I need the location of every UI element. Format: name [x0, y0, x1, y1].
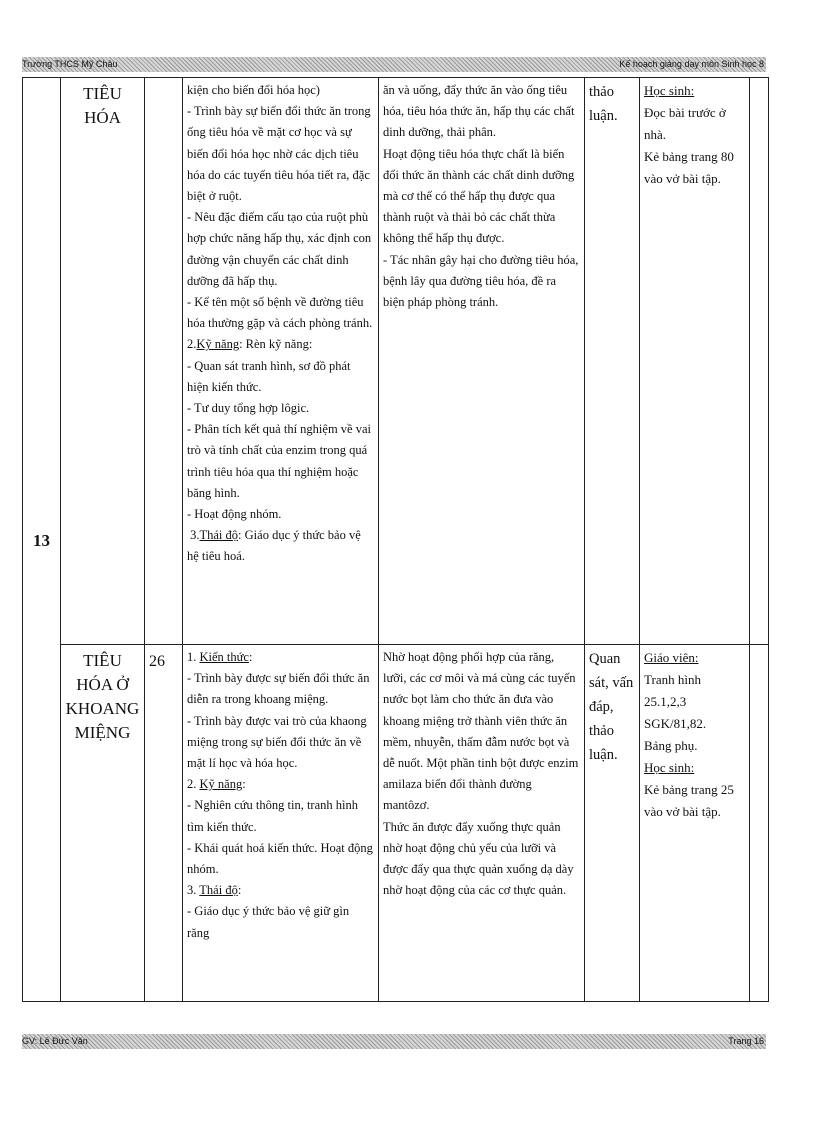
skills-heading: 2.Kỹ năng: Rèn kỹ năng: [187, 337, 313, 352]
lesson-plan-table [22, 77, 769, 1002]
preparation-cell: Giáo viên: Tranh hình 25.1,2,3 SGK/81,82. Bảng phụ. Học sinh: Kẻ bảng trang 25 vào vở bài tập. [640, 645, 750, 1002]
method-cell: thảo luận. [585, 78, 640, 645]
week-number: 13 [23, 78, 61, 1002]
method-cell: Quan sát, vấn đáp, thảo luận. [585, 645, 640, 1002]
objectives-cell: kiện cho biến đổi hóa học) - Trình bày sự biến đổi thức ăn trong ống tiêu hóa về mặt cơ học và sự biến đổi hóa học nhờ các dịch tiêu hóa do các tuyến tiêu hóa tiết ra, đặc biệt ở ruột. - Nêu đặc điểm cấu tạo của ruột phù hợp chức năng hấp thụ, xác định con đường vận chuyển các chất dinh dưỡng đã hấp thụ. - Kể tên một số bệnh về đường tiêu hóa thường gặp và cách phòng tránh. 2.Kỹ năng: Rèn kỹ năng: - Quan sát tranh hình, sơ đồ phát hiện kiến thức. - Tư duy tổng hợp lôgic. - Phân tích kết quả thí nghiệm về vai trò và tính chất của enzim trong quá trình tiêu hóa qua thí nghiệm hoặc băng hình. - Hoạt động nhóm. 3.Thái độ: Giáo dục ý thức bảo vệ hệ tiêu hoá. [183, 78, 379, 645]
page-footer [22, 1034, 766, 1049]
skills-heading: 2. Kỹ năng: [187, 777, 246, 792]
lesson-number: 26 [145, 645, 183, 1002]
lesson-title: TIÊU HÓA Ở KHOANG MIỆNG [61, 645, 145, 1002]
knowledge-heading: 1. Kiến thức: [187, 650, 253, 664]
page-header [22, 57, 766, 72]
school-name: Trường THCS Mỹ Châu [22, 59, 118, 69]
preparation-cell: Học sinh: Đọc bài trước ở nhà. Kẻ bảng trang 80 vào vở bài tập. [640, 78, 750, 645]
attitude-heading: 3. Thái độ: [187, 883, 242, 898]
content-cell: ăn và uống, đẩy thức ăn vào ống tiêu hóa, tiêu hóa thức ăn, hấp thụ các chất dinh dưỡng, thải phân. Hoạt động tiêu hóa thực chất là biến đổi thức ăn thành các chất dinh dưỡng mà cơ thể có thể hấp thụ được qua thành ruột và thải bỏ các chất thừa không thể hấp thụ được. - Tác nhân gây hại cho đường tiêu hóa, bệnh lây qua đường tiêu hóa, đề ra biện pháp phòng tránh. [379, 78, 585, 645]
objectives-cell: 1. Kiến thức: - Trình bày được sự biến đổi thức ăn diễn ra trong khoang miệng. - Trình bày được vai trò của khaong miệng trong sự biến đổi thức ăn về mặt lí học và hóa học. 2. Kỹ năng: - Nghiên cứu thông tin, tranh hình tìm kiến thức. - Khái quát hoá kiến thức. Hoạt động nhóm. 3. Thái độ: - Giáo dục ý thức bảo vệ giữ gìn răng [183, 645, 379, 1002]
table-row [23, 645, 769, 1002]
lesson-number [145, 78, 183, 645]
notes-cell [750, 645, 769, 1002]
page-number: Trang 16 [728, 1036, 764, 1046]
teacher-name: GV: Lê Đức Văn [22, 1036, 88, 1046]
document-title: Kế hoạch giảng dạy môn Sinh học 8 [619, 59, 764, 69]
content-cell: Nhờ hoạt động phối hợp của răng, lưỡi, các cơ môi và má cùng các tuyến nước bọt làm cho thức ăn đưa vào khoang miệng trở thành viên thức ăn mềm, nhuyễn, thấm đẫm nước bọt và dễ nuốt. Một phần tinh bột được enzim amilaza biến đổi thành đường mantôzơ. Thức ăn được đẩy xuống thực quản nhờ hoạt động chủ yếu của lưỡi và được đẩy qua thực quản xuống dạ dày nhờ hoạt động của các cơ thực quản. [379, 645, 585, 1002]
table-row [23, 78, 769, 645]
notes-cell [750, 78, 769, 645]
attitude-heading: 3.Thái độ: Giáo dục ý thức bảo vệ hệ tiêu hoá. [187, 528, 361, 564]
lesson-title: TIÊU HÓA [61, 78, 145, 645]
